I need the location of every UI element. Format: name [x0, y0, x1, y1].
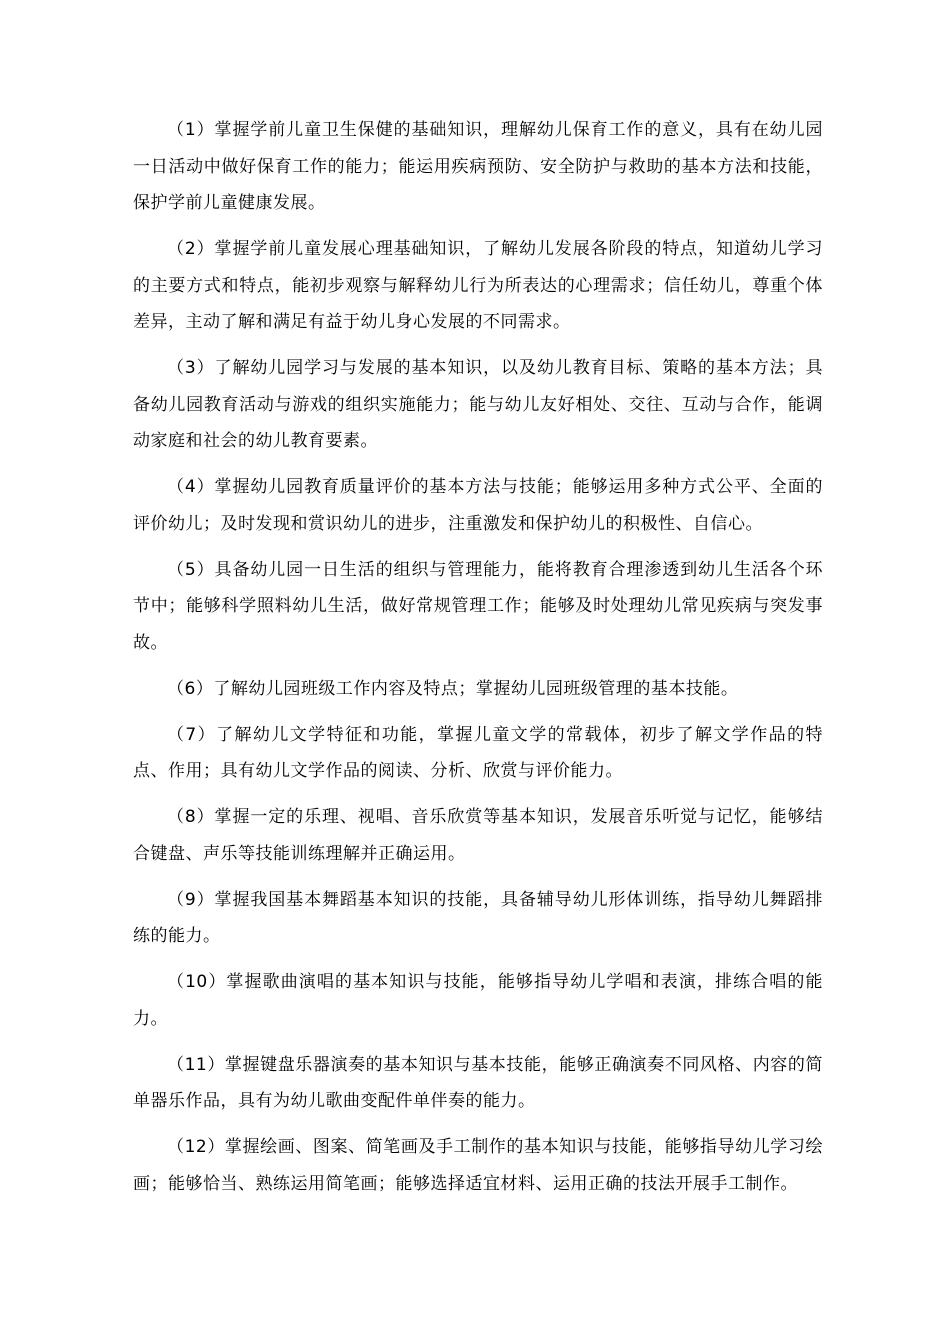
- paragraph-8: （8）掌握一定的乐理、视唱、音乐欣赏等基本知识，发展音乐听觉与记忆，能够结合键盘、声乐等技能训练理解并正确运用。: [133, 807, 823, 864]
- paragraph-3: （3）了解幼儿园学习与发展的基本知识，以及幼儿教育目标、策略的基本方法；具备幼儿园教育活动与游戏的组织实施能力；能与幼儿友好相处、交往、互动与合作，能调动家庭和社会的幼儿教育要素。: [133, 358, 823, 451]
- paragraph-7: （7）了解幼儿文学特征和功能，掌握儿童文学的常载体，初步了解文学作品的特点、作用；具有幼儿文学作品的阅读、分析、欣赏与评价能力。: [133, 724, 823, 781]
- paragraph-6: （6）了解幼儿园班级工作内容及特点；掌握幼儿园班级管理的基本技能。: [167, 678, 739, 699]
- paragraph-4: （4）掌握幼儿园教育质量评价的基本方法与技能；能够运用多种方式公平、全面的评价幼儿；及时发现和赏识幼儿的进步，注重激发和保护幼儿的积极性、自信心。: [133, 477, 823, 534]
- paragraph-1: （1）掌握学前儿童卫生保健的基础知识，理解幼儿保育工作的意义，具有在幼儿园一日活动中做好保育工作的能力；能运用疾病预防、安全防护与救助的基本方法和技能，保护学前儿童健康发展。: [133, 120, 823, 213]
- paragraph-9: （9）掌握我国基本舞蹈基本知识的技能，具备辅导幼儿形体训练，指导幼儿舞蹈排练的能力。: [133, 889, 823, 946]
- paragraph-12: （12）掌握绘画、图案、简笔画及手工制作的基本知识与技能，能够指导幼儿学习绘画；能够恰当、熟练运用简笔画；能够选择适宜材料、运用正确的技法开展手工制作。: [133, 1137, 823, 1194]
- paragraph-5: （5）具备幼儿园一日生活的组织与管理能力，能将教育合理渗透到幼儿生活各个环节中；能够科学照料幼儿生活，做好常规管理工作；能够及时处理幼儿常见疾病与突发事故。: [133, 559, 823, 653]
- paragraph-10: （10）掌握歌曲演唱的基本知识与技能，能够指导幼儿学唱和表演，排练合唱的能力。: [133, 972, 823, 1029]
- document-body: [133, 112, 823, 1212]
- paragraph-2: （2）掌握学前儿童发展心理基础知识，了解幼儿发展各阶段的特点，知道幼儿学习的主要方式和特点，能初步观察与解释幼儿行为所表达的心理需求；信任幼儿，尊重个体差异，主动了解和满足有益于幼儿身心发展的不同需求。: [133, 239, 823, 332]
- paragraph-11: （11）掌握键盘乐器演奏的基本知识与基本技能，能够正确演奏不同风格、内容的简单器乐作品，具有为幼儿歌曲变配件单伴奏的能力。: [133, 1054, 823, 1111]
